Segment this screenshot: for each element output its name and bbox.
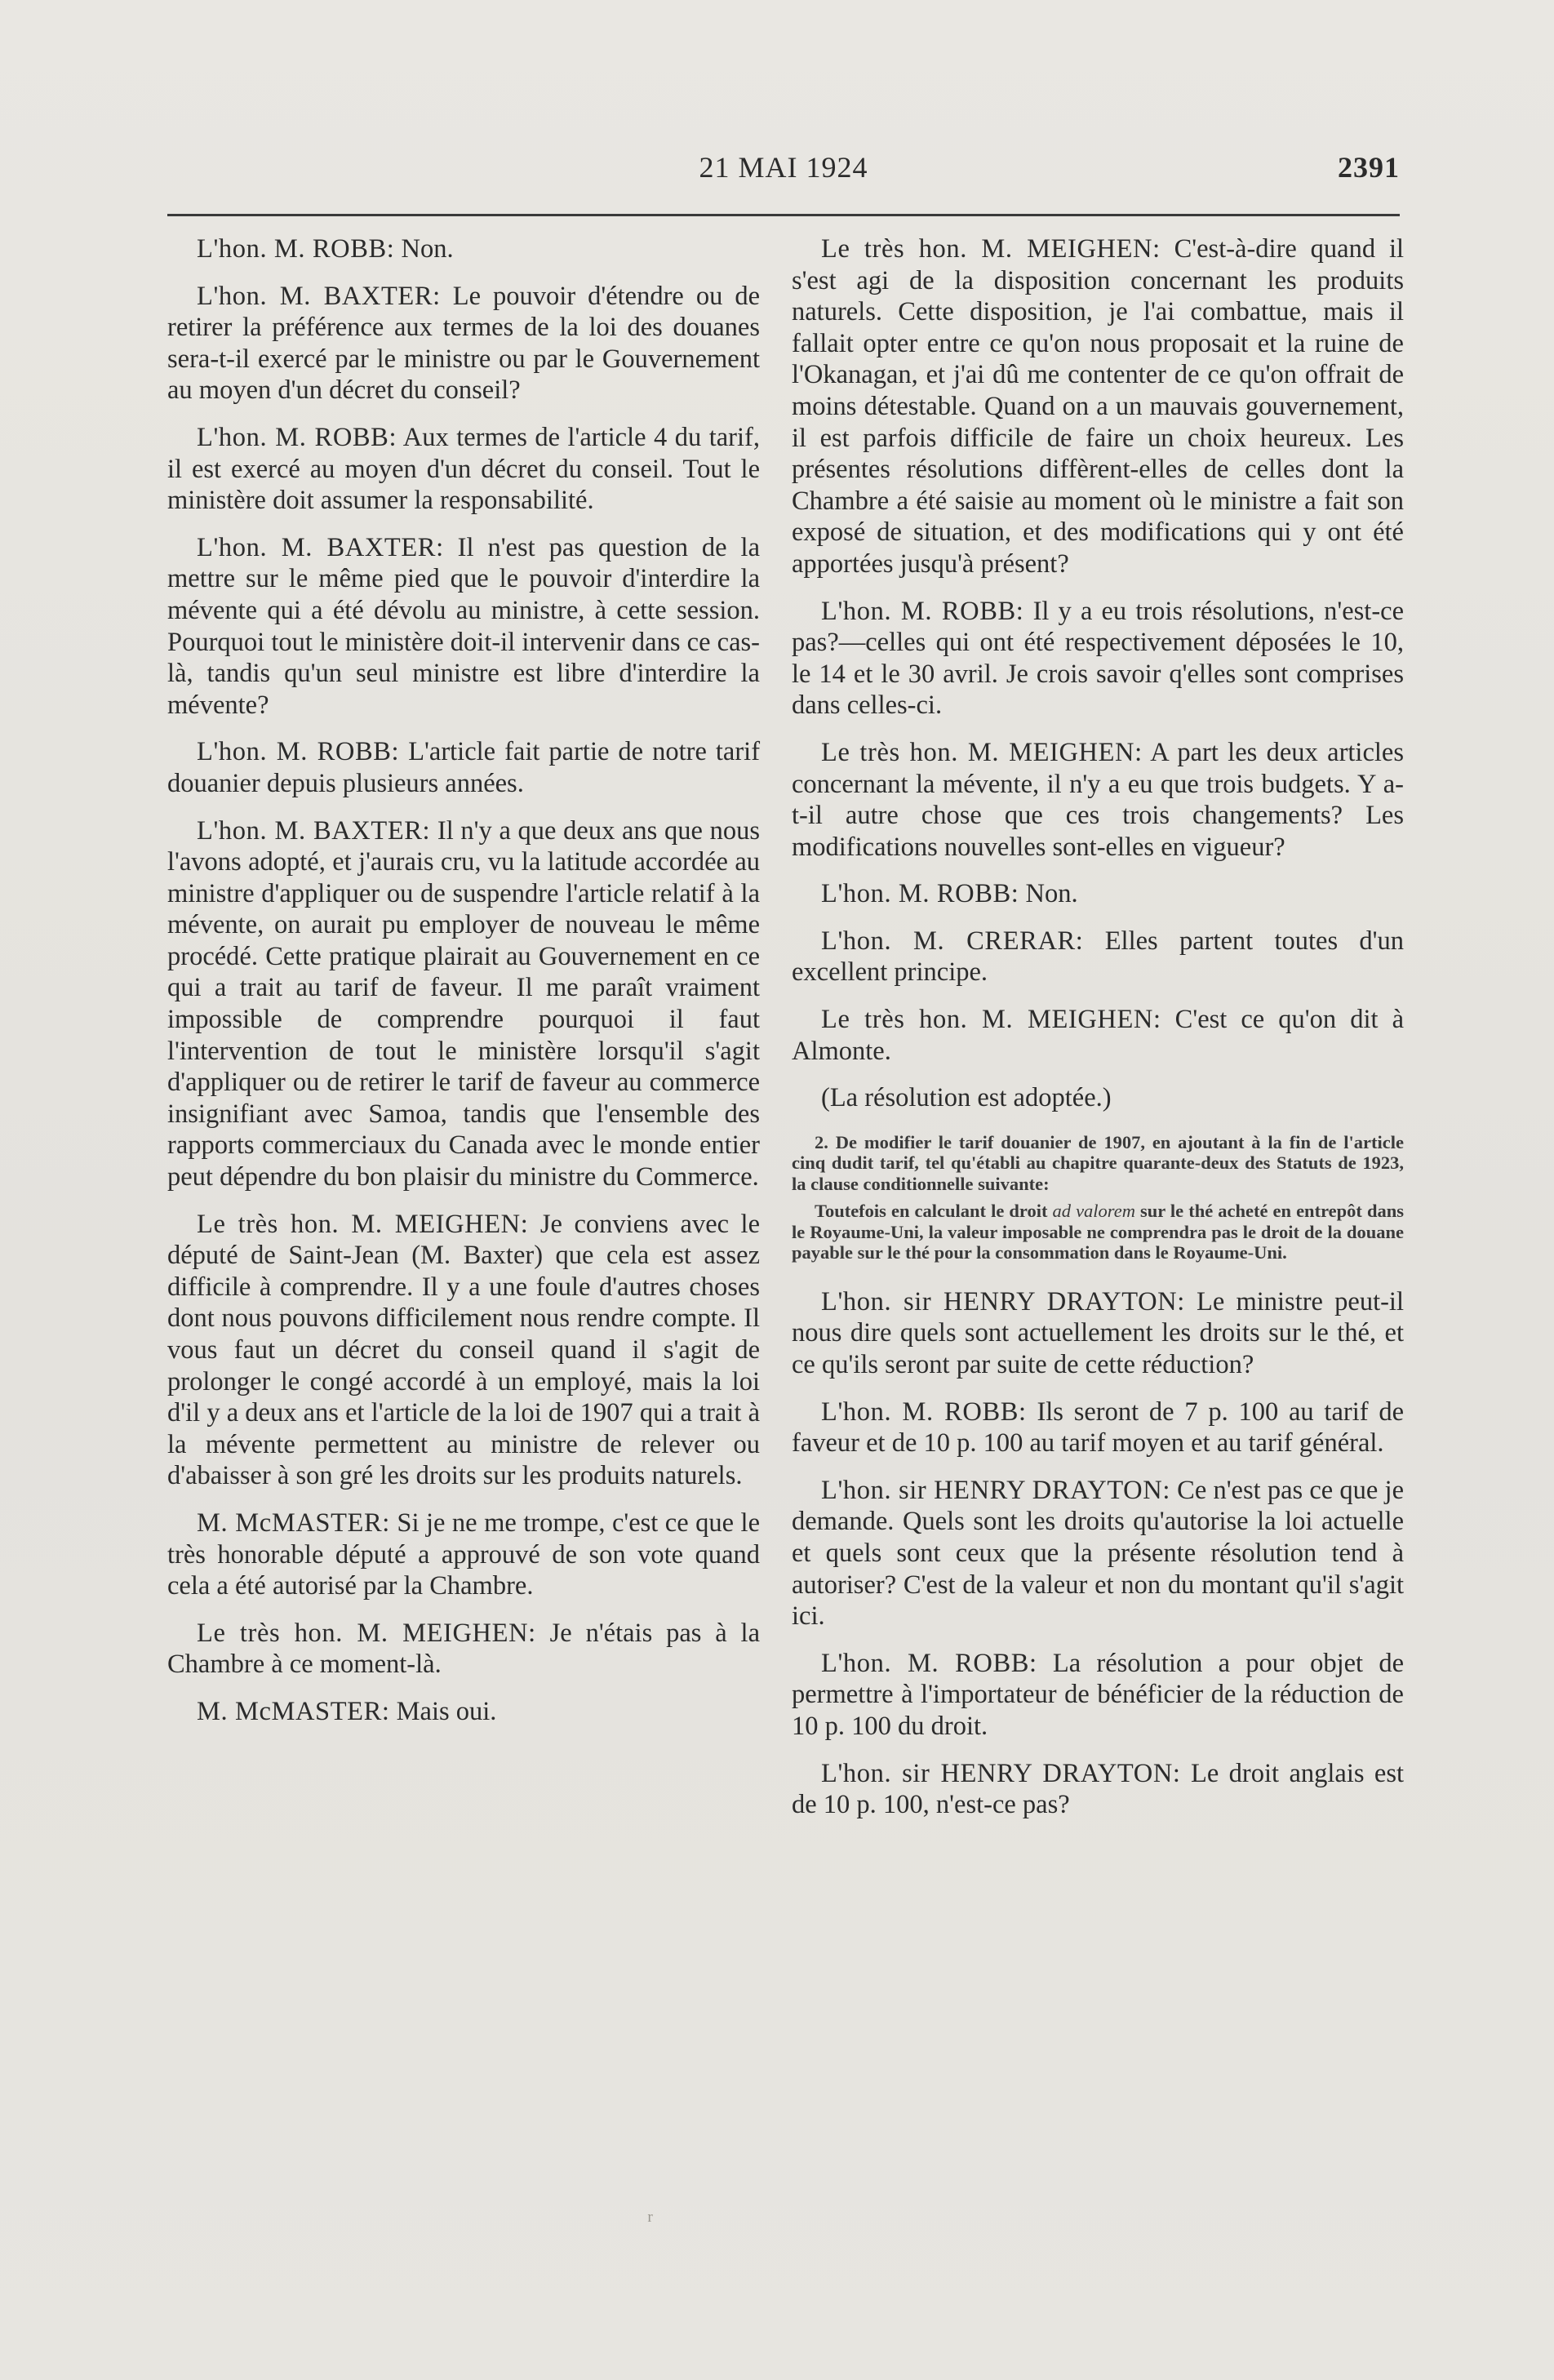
debate-paragraph [792,1758,1404,1821]
speech-text: Il n'y a que deux ans que nous l'avons adopté, et j'aurais cru, vu la latitude accordée au ministre d'appliquer ou de suspendre l'article relatif à la mévente, on aurait pu employer de nouveau le même procédé. Cette pratique plairait au Gouvernement en ce qui a trait au tarif de faveur. Il me paraît vraiment impossible de comprendre pourquoi il faut l'intervention de tout le ministère lorsqu'il s'agit d'appliquer ou de retirer le tarif de faveur au commerce insignifiant avec Samoa, tandis que l'ensemble des rapports commerciaux du Canada avec le monde entier peut dépendre du bon plaisir du ministre du Commerce. [167,815,761,1192]
running-header [167,150,1400,191]
debate-paragraph [792,1286,1404,1381]
ink-mark: ʳ [647,2205,653,2235]
speaker-name: L'hon. M. BAXTER: [197,281,441,311]
debate-paragraph [167,422,760,517]
speaker-name: Le très hon. M. MEIGHEN: [821,737,1143,767]
resolution-clause: 2. De modifier le tarif douanier de 1907, en ajoutant à la fin de l'article cinq dudit tarif, tel qu'établi au chapitre quarante-deux des Statuts de 1923, la clause conditionnelle suivante: [792,1131,1404,1194]
speaker-name: Le très hon. M. MEIGHEN: [821,234,1161,264]
debate-paragraph [167,1618,760,1681]
speaker-name: L'hon. M. ROBB: [197,737,400,767]
speaker-name: L'hon. sir HENRY DRAYTON: [821,1758,1181,1788]
speech-text: Le pouvoir d'étendre ou de retirer la préférence aux termes de la loi des douanes sera-t-il exercé par le ministre ou par le Gouvernement au moyen d'un décret du conseil? [167,281,760,406]
speaker-name: L'hon. M. ROBB: [197,422,397,452]
left-column [167,233,760,1743]
debate-paragraph [792,878,1404,910]
header-date: 21 MAI 1924 [699,151,868,184]
debate-paragraph [167,532,760,722]
speech-text: Mais oui. [396,1696,497,1726]
speech-text: Si je ne me trompe, c'est ce que le très honorable député a approuvé de son vote quand cela a été autorisé par la Chambre. [167,1507,761,1601]
speech-text: L'article fait partie de notre tarif douanier depuis plusieurs années. [167,737,761,798]
speech-text: Je conviens avec le député de Saint-Jean (M. Baxter) que cela est assez difficile à comprendre. Il y a une foule d'autres choses dont nous pouvons difficilement nous rendre compte. Il vous faut un décret du conseil quand il s'agit de prolonger le congé accordé à un employé, mais la loi d'il y a deux ans et l'article de la loi de 1907 qui a trait à la mévente permettent au ministre de relever ou d'abaisser à son gré les droits sur les produits naturels. [167,1209,760,1491]
debate-paragraph [167,736,760,799]
speech-text: Ils seront de 7 p. 100 au tarif de faveur et de 10 p. 100 au tarif moyen et au tarif général. [792,1396,1404,1459]
debate-paragraph [167,1696,760,1728]
speaker-name: L'hon. M. ROBB: [821,596,1024,626]
debate-paragraph [792,233,1404,580]
debate-paragraph [167,1507,760,1602]
speech-text: Non. [401,234,454,264]
speaker-name: L'hon. sir HENRY DRAYTON: [821,1286,1185,1317]
speaker-name: M. McMASTER: [197,1507,390,1538]
speaker-name: L'hon. M. BAXTER: [197,532,444,562]
speech-text: Le droit anglais est de 10 p. 100, n'est-ce pas? [792,1758,1405,1820]
speaker-name: Le très hon. M. MEIGHEN: [197,1618,536,1648]
proviso-latin-term: ad valorem [1052,1201,1135,1222]
resolution-adopted-note: (La résolution est adoptée.) [821,1083,1112,1113]
speaker-name: L'hon. M. BAXTER: [197,815,431,846]
speaker-name: L'hon. M. ROBB: [821,1396,1027,1427]
debate-paragraph [792,596,1404,722]
proviso-text-start: Toutefois en calculant le droit [815,1201,1053,1222]
speaker-name: L'hon. M. ROBB: [197,234,395,264]
debate-paragraph [167,1209,760,1492]
speaker-name: L'hon. sir HENRY DRAYTON: [821,1475,1170,1505]
speaker-name: M. McMASTER: [197,1696,390,1726]
speech-text: Je n'étais pas à la Chambre à ce moment-là. [167,1618,760,1680]
speaker-name: L'hon. M. ROBB: [821,1648,1037,1678]
speaker-name: Le très hon. M. MEIGHEN: [821,1005,1161,1035]
speech-text: La résolution a pour objet de permettre à l'importateur de bénéficier de la réduction de 10 p. 100 du droit. [792,1648,1405,1741]
debate-paragraph [792,1396,1404,1459]
speech-text: Il y a eu trois résolutions, n'est-ce pas?—celles qui ont été respectivement déposées le 10, le 14 et le 30 avril. Je crois savoir q'elles sont comprises dans celles-ci. [792,596,1405,721]
speech-text: Non. [1025,879,1078,909]
speech-text: Il n'est pas question de la mettre sur le même pied que le pouvoir d'interdire la mévente qui a été dévolu au ministre, à cette session. Pourquoi tout le ministère doit-il intervenir dans ce cas-là, tandis qu'un seul ministre est libre d'interdire la mévente? [167,532,760,720]
debate-paragraph [792,737,1404,863]
speech-text: C'est-à-dire quand il s'est agi de la disposition concernant les produits naturels. Cette disposition, je l'ai combattue, mais il fallait opter entre ce qu'on nous proposait et la ruine de l'Okanagan, et j'ai dû me contenter de ce qu'on offrait de moins détestable. Quand on a un mauvais gouvernement, il est parfois difficile de faire un choix heureux. Les présentes résolutions diffèrent-elles de celles dont la Chambre a été saisie au moment où le ministre a fait son exposé de situation, et des modifications qui y ont été apportées jusqu'à présent? [792,234,1404,579]
debate-paragraph [167,281,760,406]
speaker-name: L'hon. M. CRERAR: [821,926,1084,956]
debate-paragraph [792,1475,1404,1632]
speech-text: C'est ce qu'on dit à Almonte. [792,1005,1404,1066]
speech-text: Elles partent toutes d'un excellent principe. [792,926,1404,988]
speech-text: Ce n'est pas ce que je demande. Quels sont les droits qu'autorise la loi actuelle et quels sont ceux que la présente résolution tend à autoriser? C'est de la valeur et non du montant qu'il s'agit ici. [792,1475,1404,1632]
debate-paragraph [792,926,1404,988]
debate-paragraph [792,1004,1404,1067]
speech-text: Aux termes de l'article 4 du tarif, il est exercé au moyen d'un décret du conseil. Tout le ministère doit assumer la responsabilité. [167,422,760,516]
speaker-name: Le très hon. M. MEIGHEN: [197,1209,529,1239]
speech-text: A part les deux articles concernant la mévente, il n'y a eu que trois budgets. Y a-t-il autre chose que ces trois changements? Les modifications nouvelles sont-elles en vigueur? [792,737,1404,862]
header-rule [167,214,1400,216]
debate-paragraph [167,815,760,1193]
speaker-name: L'hon. M. ROBB: [821,879,1019,909]
resolution-proviso [792,1201,1404,1263]
debate-paragraph [167,233,760,265]
page-number: 2391 [1338,151,1400,184]
speech-text: Le ministre peut-il nous dire quels sont actuellement les droits sur le thé, et ce qu'ils seront par suite de cette réduction? [792,1286,1404,1380]
proviso-text-end: sur le thé acheté en entrepôt dans le Royaume-Uni, la valeur imposable ne comprendra pas le droit de la douane payable sur le thé pour la consommation dans le Royaume-Uni. [792,1201,1404,1263]
right-column [792,233,1404,1836]
debate-paragraph [792,1648,1404,1743]
